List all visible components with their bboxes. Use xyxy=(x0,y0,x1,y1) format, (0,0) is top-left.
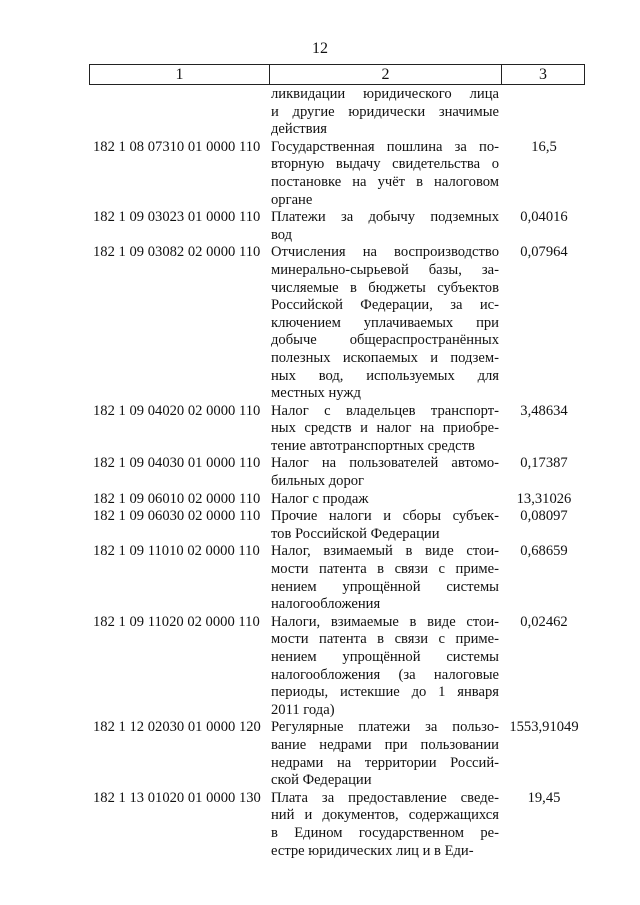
amount-value: 0,08097 xyxy=(520,508,568,525)
column-header-name: 2 xyxy=(270,65,502,84)
revenue-name xyxy=(271,455,503,490)
revenue-name-line: тение автотранспортных средств xyxy=(271,437,475,454)
table-row xyxy=(89,139,585,209)
amount-value: 0,04016 xyxy=(520,209,568,226)
revenue-name xyxy=(271,614,503,720)
revenue-name-line: ской Федерации xyxy=(271,772,372,789)
revenue-name xyxy=(271,719,503,789)
revenue-name xyxy=(271,244,503,402)
amount-value: 0,17387 xyxy=(520,455,568,472)
budget-code xyxy=(89,86,271,139)
budget-code: 182 1 09 03082 02 0000 110 xyxy=(93,244,261,261)
budget-code: 182 1 08 07310 01 0000 110 xyxy=(93,138,261,155)
revenue-name-line: естре юридических лиц и в Еди- xyxy=(271,842,474,859)
revenue-name-line: вторную выдачу свидетельства о xyxy=(271,156,499,173)
table-row xyxy=(89,209,585,244)
revenue-name xyxy=(271,209,503,244)
revenue-name-line: нением упрощённой системы xyxy=(271,578,499,595)
revenue-name-line: ний и документов, содержащихся xyxy=(271,807,499,824)
budget-code: 182 1 12 02030 01 0000 120 xyxy=(93,719,261,736)
revenue-name-line: налогообложения xyxy=(271,596,381,613)
revenue-name-line: Налог на пользователей автомо- xyxy=(271,455,499,472)
revenue-name-line: Налог с продаж xyxy=(271,490,369,507)
revenue-name-line: Российской Федерации, за ис- xyxy=(271,297,499,314)
column-header-value: 3 xyxy=(539,65,547,83)
revenue-name xyxy=(271,543,503,613)
amount-value: 16,5 xyxy=(531,138,557,155)
revenue-name-line: Платежи за добычу подземных xyxy=(271,209,499,226)
revenue-name-line: Налоги, взимаемые в виде стои- xyxy=(271,613,499,630)
revenue-name-line: ликвидации юридического лица xyxy=(271,86,499,102)
table-row xyxy=(89,508,585,543)
amount-value xyxy=(503,86,585,139)
amount-value: 19,45 xyxy=(527,789,561,806)
revenue-name-line: Налог, взимаемый в виде стои- xyxy=(271,543,499,560)
amount-value: 3,48634 xyxy=(520,402,568,419)
revenue-name-line: нением упрощённой системы xyxy=(271,649,499,665)
table-row xyxy=(89,403,585,456)
revenue-name-line: органе xyxy=(271,191,313,208)
revenue-name-line: постановке на учёт в налоговом xyxy=(271,173,499,190)
revenue-name-line: налогообложения (за налоговые xyxy=(271,666,499,683)
page-number: 12 xyxy=(312,40,328,57)
amount-value: 0,68659 xyxy=(520,543,568,560)
revenue-name-line: и другие юридически значимые xyxy=(271,103,499,120)
revenue-name xyxy=(271,508,503,543)
revenue-name-line: мости патента в связи с приме- xyxy=(271,631,499,648)
revenue-name xyxy=(271,86,503,139)
column-header-code: 1 xyxy=(90,65,270,84)
amount-value: 0,07964 xyxy=(520,244,568,261)
revenue-name-line: Прочие налоги и сборы субъек- xyxy=(271,508,499,525)
revenue-name-line: ключением уплачиваемых при xyxy=(271,314,499,331)
revenue-name xyxy=(271,491,503,509)
revenue-name-line: 2011 года) xyxy=(271,701,335,718)
budget-code: 182 1 09 11020 02 0000 110 xyxy=(93,613,260,630)
table-row xyxy=(89,543,585,613)
table-header xyxy=(89,64,585,85)
amount-value: 13,31026 xyxy=(516,490,572,507)
table-row xyxy=(89,86,585,139)
revenue-name-line: полезных ископаемых и подзем- xyxy=(271,349,499,366)
amount-value: 0,02462 xyxy=(520,613,568,630)
budget-code: 182 1 13 01020 01 0000 130 xyxy=(93,789,261,806)
revenue-name-line: в Едином государственном ре- xyxy=(271,824,499,841)
revenue-name-line: Регулярные платежи за пользо- xyxy=(271,719,499,736)
budget-code: 182 1 09 06030 02 0000 110 xyxy=(93,508,261,525)
revenue-name-line: тов Российской Федерации xyxy=(271,525,440,542)
table-row xyxy=(89,719,585,789)
table-row xyxy=(89,244,585,402)
revenue-name-line: недрами на территории Россий- xyxy=(271,754,499,771)
budget-code: 182 1 09 04020 02 0000 110 xyxy=(93,402,261,419)
table-body xyxy=(89,86,585,860)
revenue-name-line: мости патента в связи с приме- xyxy=(271,561,499,578)
revenue-name xyxy=(271,403,503,456)
revenue-name-line: минерально-сырьевой базы, за- xyxy=(271,261,499,278)
amount-value: 1553,91049 xyxy=(509,719,579,736)
revenue-name-line: числяемые в бюджеты субъектов xyxy=(271,279,499,296)
revenue-name-line: Плата за предоставление сведе- xyxy=(271,789,499,806)
revenue-name-line: вание недрами при пользовании xyxy=(271,736,499,753)
budget-code: 182 1 09 03023 01 0000 110 xyxy=(93,209,261,226)
revenue-name-line: Государственная пошлина за по- xyxy=(271,138,499,155)
revenue-name-line: добыче общераспространённых xyxy=(271,332,499,349)
revenue-name xyxy=(271,790,503,860)
revenue-name-line: Налог с владельцев транспорт- xyxy=(271,402,499,419)
table-row xyxy=(89,491,585,509)
table-row xyxy=(89,790,585,860)
budget-code: 182 1 09 06010 02 0000 110 xyxy=(93,490,261,507)
revenue-name-line: Отчисления на воспроизводство xyxy=(271,244,499,261)
revenue-name-line: бильных дорог xyxy=(271,473,365,490)
revenue-name-line: местных нужд xyxy=(271,385,361,402)
budget-code: 182 1 09 11010 02 0000 110 xyxy=(93,543,260,560)
revenue-name-line: вод xyxy=(271,226,293,243)
revenue-name xyxy=(271,139,503,209)
revenue-name-line: ных средств и налог на приобре- xyxy=(271,420,499,437)
revenue-name-line: периоды, истекшие до 1 января xyxy=(271,684,499,701)
revenue-name-line: действия xyxy=(271,121,327,138)
table-row xyxy=(89,455,585,490)
revenue-name-line: ных вод, используемых для xyxy=(271,367,499,384)
budget-code: 182 1 09 04030 01 0000 110 xyxy=(93,455,261,472)
table-row xyxy=(89,614,585,720)
